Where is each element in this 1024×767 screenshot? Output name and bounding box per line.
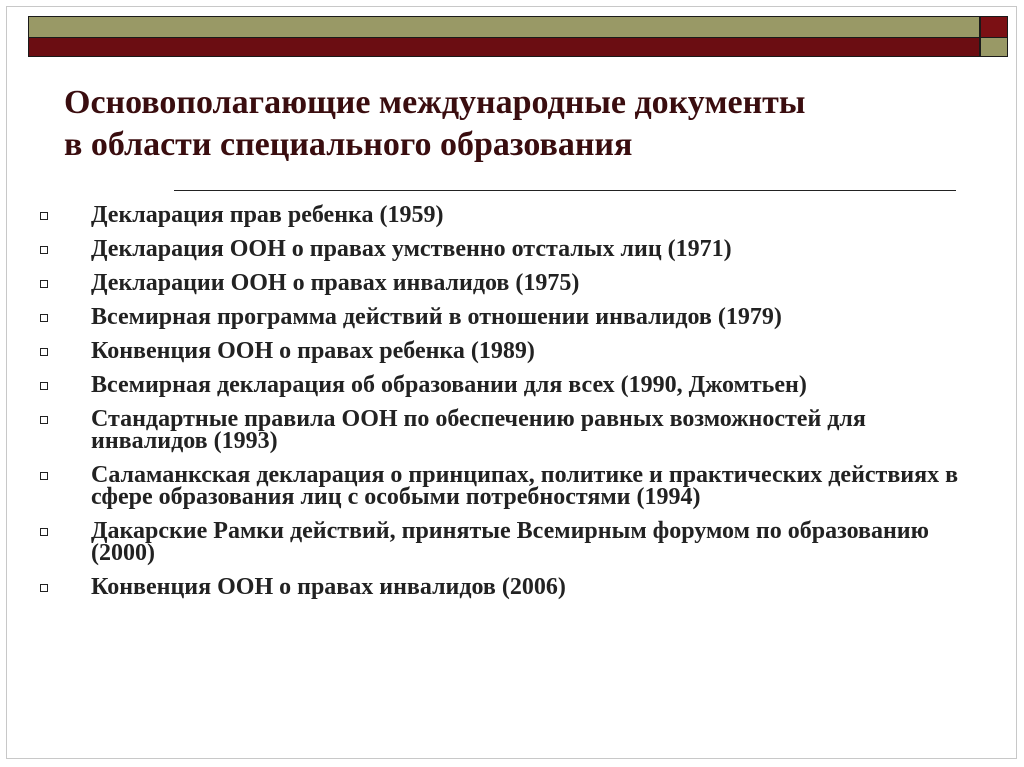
hollow-square-icon: [40, 382, 48, 390]
list-item-text: Декларации ООН о правах инвалидов (1975): [91, 270, 580, 296]
hollow-square-icon: [40, 314, 48, 322]
header-band-olive: [28, 16, 980, 38]
hollow-square-icon: [40, 416, 48, 424]
list-item-text: Стандартные правила ООН по обеспечению равных возможностей для инвалидов (1993): [91, 406, 866, 454]
list-item: [40, 464, 980, 508]
list-item: [40, 374, 980, 396]
header-corner-red: [980, 16, 1008, 38]
list-item-text: Дакарские Рамки действий, принятые Всемирным форумом по образованию (2000): [91, 518, 929, 566]
list-item-text: Декларация ООН о правах умственно отсталых лиц (1971): [91, 236, 732, 262]
slide-title-line-2: в области специального образования: [64, 126, 633, 163]
hollow-square-icon: [40, 584, 48, 592]
list-item: [40, 238, 980, 260]
list-item-text: Саламанкская декларация о принципах, политике и практических действиях в сфере образования лиц с особыми потребностями (1994): [91, 462, 959, 510]
hollow-square-icon: [40, 280, 48, 288]
hollow-square-icon: [40, 472, 48, 480]
list-item-text: Конвенция ООН о правах инвалидов (2006): [91, 574, 566, 600]
slide-title-line-1: Основополагающие международные документы: [64, 84, 806, 121]
hollow-square-icon: [40, 528, 48, 536]
list-item: [40, 204, 980, 226]
list-item-text: Декларация прав ребенка (1959): [91, 202, 444, 228]
hollow-square-icon: [40, 246, 48, 254]
list-item: [40, 408, 980, 452]
document-list: [40, 204, 980, 610]
list-item-text: Всемирная программа действий в отношении инвалидов (1979): [91, 304, 782, 330]
hollow-square-icon: [40, 348, 48, 356]
hollow-square-icon: [40, 212, 48, 220]
slide-title: [64, 82, 944, 166]
header-band-red: [28, 38, 980, 57]
list-item: [40, 576, 980, 598]
title-divider: [174, 190, 956, 191]
list-item: [40, 520, 980, 564]
header-corner-olive: [980, 38, 1008, 57]
list-item: [40, 272, 980, 294]
list-item-text: Конвенция ООН о правах ребенка (1989): [91, 338, 535, 364]
list-item: [40, 306, 980, 328]
list-item-text: Всемирная декларация об образовании для всех (1990, Джомтьен): [91, 372, 807, 398]
list-item: [40, 340, 980, 362]
